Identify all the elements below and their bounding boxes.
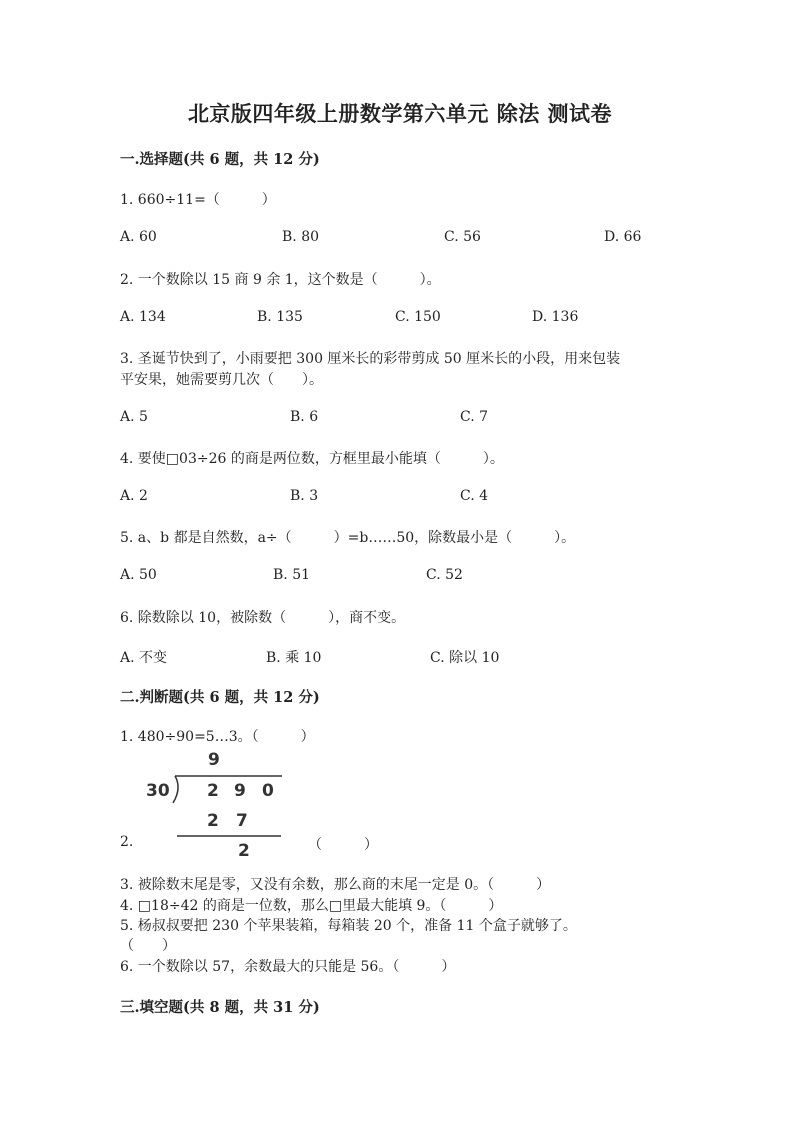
question-1-5: 5. a、b 都是自然数，a÷（ ）=b……50，除数最小是（ ）。 [120,530,576,546]
option-1-5-c: C. 52 [426,567,463,583]
option-1-5-a: A. 50 [120,567,157,583]
question-2-2-label: 2. [120,834,134,850]
question-1-3-line1: 3. 圣诞节快到了，小雨要把 300 厘米长的彩带剪成 50 厘米长的小段，用来包装 [120,351,621,367]
option-1-1-a: A. 60 [120,229,157,245]
division-product-digit-1: 2 [207,811,219,831]
division-quotient: 9 [208,750,220,770]
question-2-5-line1: 5. 杨叔叔要把 230 个苹果装箱，每箱装 20 个，准备 11 个盒子就够了。 [120,918,577,934]
question-1-4: 4. 要使□03÷26 的商是两位数，方框里最小能填（ ）。 [120,451,504,467]
option-1-2-a: A. 134 [120,309,166,325]
option-1-6-b: B. 乘 10 [266,650,322,666]
section-heading-judgement: 二.判断题(共 6 题，共 12 分) [120,689,320,706]
option-1-4-a: A. 2 [120,488,148,504]
option-1-1-b: B. 80 [282,229,320,245]
question-1-2: 2. 一个数除以 15 商 9 余 1，这个数是（ ）。 [120,272,441,288]
section-heading-choice: 一.选择题(共 6 题，共 12 分) [120,151,320,168]
option-1-6-a: A. 不变 [120,650,168,666]
option-1-2-b: B. 135 [257,309,303,325]
division-dividend-digit-1: 2 [207,781,219,801]
option-1-3-a: A. 5 [120,409,148,425]
division-dividend-digit-3: 0 [262,781,274,801]
option-1-6-c: C. 除以 10 [430,650,500,666]
page-title: 北京版四年级上册数学第六单元 除法 测试卷 [187,101,613,126]
question-2-5-line2: （ ） [120,938,176,954]
option-1-2-c: C. 150 [395,309,441,325]
division-dividend-digit-2: 9 [234,781,246,801]
question-1-3-line2: 平安果，她需要剪几次（ ）。 [120,372,323,388]
question-2-4: 4. □18÷42 的商是一位数，那么□里最大能填 9。（ ） [120,898,503,914]
option-1-3-c: C. 7 [460,409,489,425]
question-1-1: 1. 660÷11=（ ） [120,192,276,208]
option-1-2-d: D. 136 [532,309,579,325]
division-subtract-line [175,834,283,838]
option-1-5-b: B. 51 [273,567,311,583]
question-1-6: 6. 除数除以 10，被除数（ ），商不变。 [120,610,406,626]
question-2-1: 1. 480÷90=5…3。（ ） [120,729,315,745]
question-2-2-paren: （ ） [308,837,378,853]
option-1-3-b: B. 6 [290,409,319,425]
division-divisor: 30 [146,781,170,801]
question-2-6: 6. 一个数除以 57，余数最大的只能是 56。（ ） [120,959,456,975]
section-heading-fill-blank: 三.填空题(共 8 题，共 31 分) [120,999,320,1016]
option-1-1-c: C. 56 [444,229,481,245]
division-remainder: 2 [238,841,250,861]
option-1-1-d: D. 66 [604,229,642,245]
division-product-digit-2: 7 [236,811,248,831]
option-1-4-c: C. 4 [460,488,489,504]
option-1-4-b: B. 3 [290,488,319,504]
question-2-3: 3. 被除数末尾是零，又没有余数，那么商的末尾一定是 0。（ ） [120,877,551,893]
